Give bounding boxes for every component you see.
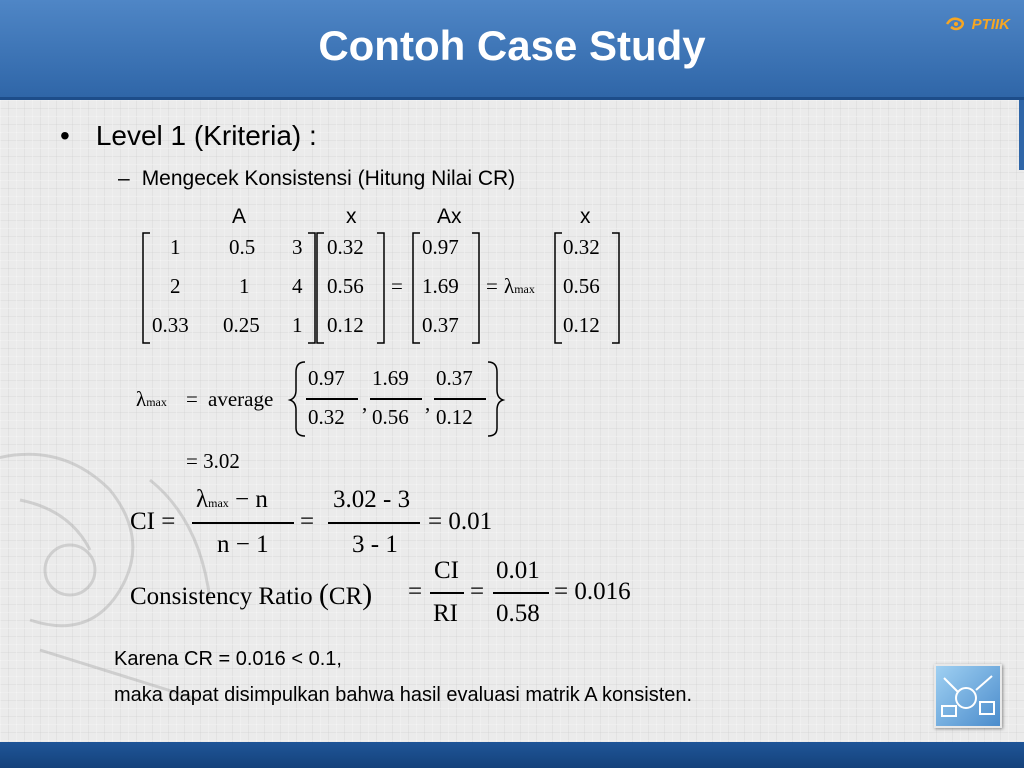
matrix-A-cell: 3 (292, 235, 303, 259)
equals-sign: = (486, 274, 498, 298)
header-A: A (232, 205, 247, 228)
cr-denominator-value: 0.58 (496, 600, 540, 627)
diagram-thumbnail (934, 664, 1002, 728)
fraction-denominator: 0.12 (436, 405, 473, 429)
equals-sign: = (300, 508, 315, 535)
fraction-bar (434, 398, 486, 400)
fraction-bar (370, 398, 422, 400)
lambda-max-label: λmax (136, 387, 167, 411)
sub-bullet-text: Mengecek Konsistensi (Hitung Nilai CR) (141, 167, 516, 190)
vector-x-cell: 0.32 (327, 235, 364, 259)
equals-sign: = (391, 274, 403, 298)
conclusion-line-2: maka dapat disimpulkan bahwa hasil evaluasi matrik A konsisten. (114, 684, 693, 706)
cr-numerator-value: 0.01 (496, 557, 540, 584)
matrix-A-cell: 1 (292, 313, 303, 337)
bullet-dot: • (60, 120, 70, 151)
average-label: average (208, 387, 274, 411)
matrix-A-cell: 1 (239, 274, 250, 298)
fraction-denominator: 0.32 (308, 405, 345, 429)
matrix-A-cell: 0.33 (152, 313, 189, 337)
ci-numerator: λmax − n (196, 486, 268, 513)
ci-label: CI = (130, 508, 176, 535)
lambda-symbol: λmax (504, 274, 535, 298)
slide-footer (0, 742, 1024, 768)
fraction-denominator: 0.56 (372, 405, 409, 429)
fraction-numerator: 1.69 (372, 366, 409, 390)
fraction-bar (430, 592, 464, 594)
matrix-A-cell: 2 (170, 274, 181, 298)
bullet-text: Level 1 (Kriteria) : (95, 120, 317, 151)
vector-Ax-cell: 0.97 (422, 235, 459, 259)
matrix-A-cell: 0.25 (223, 313, 260, 337)
slide-title: Contoh Case Study (318, 22, 706, 69)
fraction-bar (328, 522, 420, 524)
vector-x-cell: 0.12 (563, 313, 600, 337)
ci-result: = 0.01 (428, 508, 493, 535)
cr-numerator: CI (434, 557, 459, 584)
diagram-thumbnail-image (936, 666, 1000, 726)
sub-bullet-dash: – (118, 167, 130, 190)
matrix-A-cell: 4 (292, 274, 303, 298)
fraction-numerator: 0.97 (308, 366, 345, 390)
header-x: x (346, 205, 357, 228)
ci-numerator-values: 3.02 - 3 (333, 486, 411, 513)
matrix-A-cell: 1 (170, 235, 181, 259)
fraction-numerator: 0.37 (436, 366, 473, 390)
cr-label: Consistency Ratio (CR) (130, 578, 373, 611)
header-x2: x (580, 205, 591, 228)
cr-denominator: RI (433, 600, 458, 627)
header-Ax: Ax (437, 205, 462, 228)
vector-x-cell: 0.56 (563, 274, 600, 298)
fraction-bar (306, 398, 358, 400)
comma: , (362, 391, 368, 415)
matrix-A-cell: 0.5 (229, 235, 256, 259)
vector-Ax-cell: 0.37 (422, 313, 459, 337)
equals-sign: = (408, 578, 423, 605)
cr-result: = 0.016 (554, 578, 631, 605)
fraction-bar (493, 592, 549, 594)
conclusion-line-1: Karena CR = 0.016 < 0.1, (114, 648, 342, 670)
lambda-result: = 3.02 (186, 449, 240, 473)
equals-sign: = (186, 387, 198, 411)
comma: , (425, 391, 431, 415)
logo-text: PTIIK (971, 15, 1010, 33)
ci-denominator: n − 1 (217, 531, 269, 558)
fraction-bar (192, 522, 294, 524)
equals-sign: = (470, 578, 485, 605)
vector-Ax-cell: 1.69 (422, 274, 459, 298)
vector-x-cell: 0.12 (327, 313, 364, 337)
vector-x-cell: 0.56 (327, 274, 364, 298)
ci-denominator-values: 3 - 1 (352, 531, 398, 558)
vector-x-cell: 0.32 (563, 235, 600, 259)
